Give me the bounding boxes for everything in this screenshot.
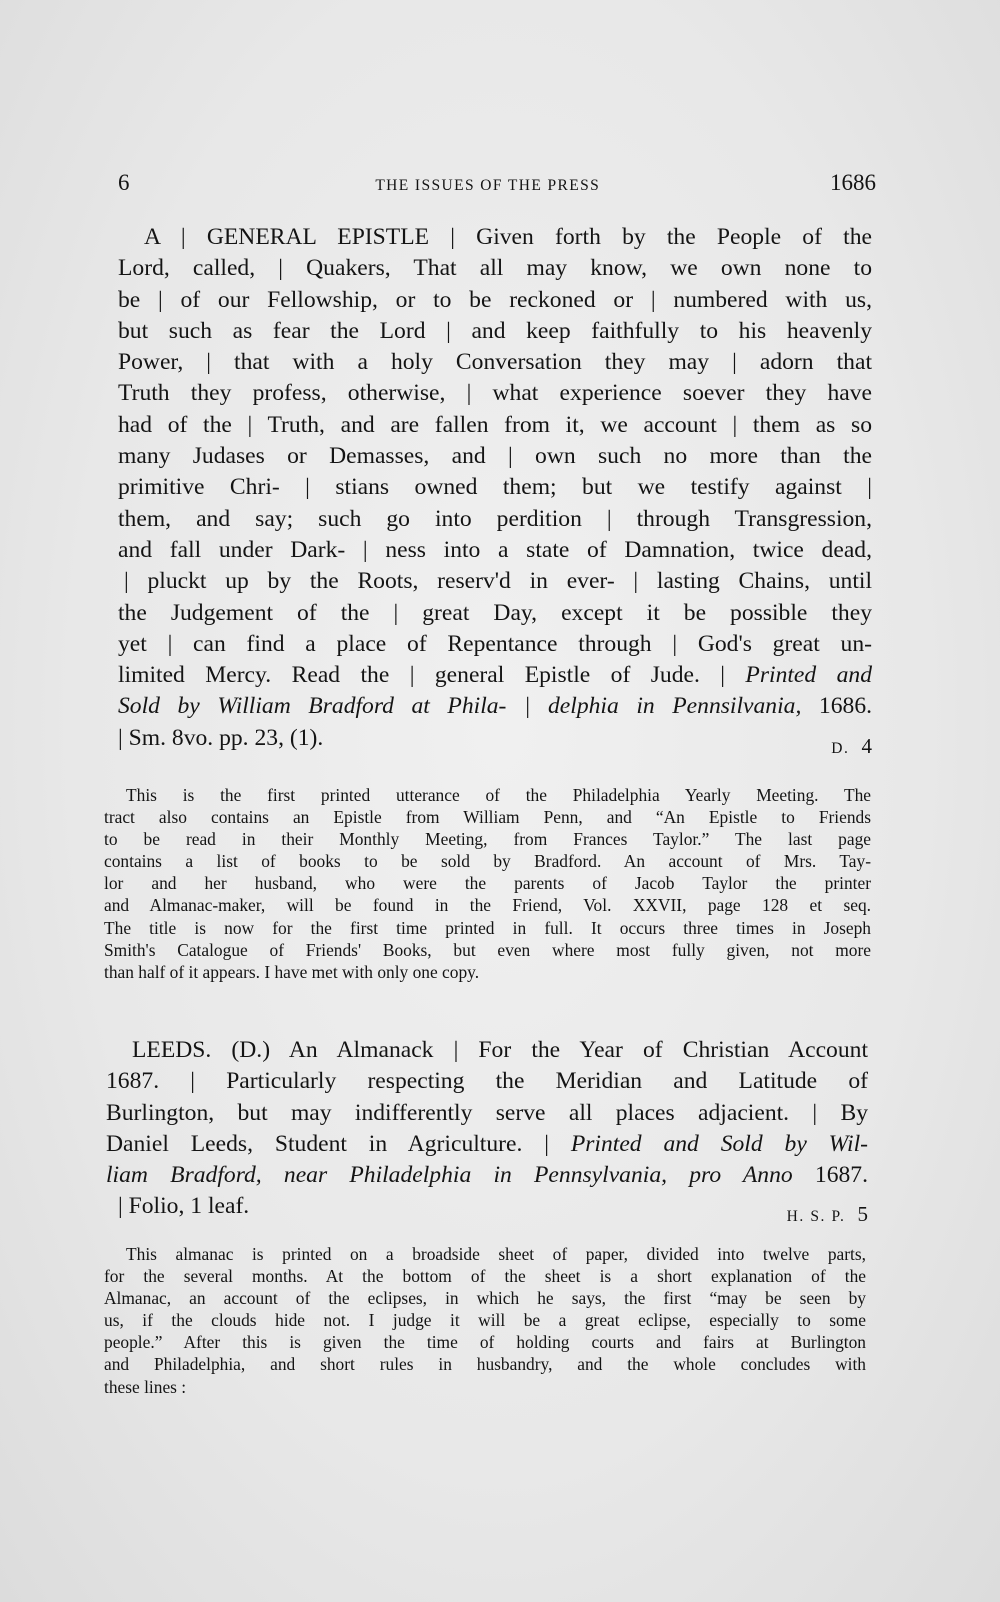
note-line: and Almanac-maker, will be found in the Friend, Vol. XXVII, page 128 et seq. [104,895,871,916]
location-code: H. S. P. [786,1208,846,1226]
note-line: us, if the clouds hide not. I judge it will be a great eclipse, especially to some [104,1310,866,1331]
entry-line: Burlington, but may indifferently serve all places adjacient. | By [106,1099,868,1126]
entry-text: Daniel Leeds, Student in Agriculture. | [106,1130,571,1157]
entry-line: | pluckt up by the Roots, reserv'd in ever- | lasting Chains, until [124,568,872,595]
note-line: Smith's Catalogue of Friends' Books, but even where most fully given, not more [104,939,871,960]
note-line: these lines : [104,1376,187,1397]
entry-imprint-italic: Printed and [745,662,872,689]
entry-line: Power, | that with a holy Conversation they may | adorn that [118,349,872,376]
note-line: than half of it appears. I have met with only one copy. [104,961,480,982]
entry-line: Truth they profess, otherwise, | what experience soever they have [118,380,872,407]
note-leeds-almanack [104,1243,866,1398]
entry-number: 4 [861,733,872,758]
entry-line: be | of our Fellowship, or to be reckoned or | numbered with us, [118,286,872,313]
note-line: for the several months. At the bottom of the sheet is a short explanation of the [104,1266,866,1287]
entry-line: but such as fear the Lord | and keep faithfully to his heavenly [118,317,872,344]
entry-line: and fall under Dark- | ness into a state of Damnation, twice dead, [118,536,872,563]
page-number: 6 [118,170,130,195]
entry-general-epistle [118,222,872,756]
entry-line: primitive Chri- | stians owned them; but we testify against | [118,474,872,501]
running-head-title: THE ISSUES OF THE PRESS [375,177,601,194]
entry-format: | Sm. 8vo. pp. 23, (1). [118,724,324,751]
entry-location [787,1199,868,1232]
entry-line: LEEDS. (D.) An Almanack | For the Year of Christian Account [132,1037,868,1063]
entry-leeds-almanack [106,1035,868,1225]
note-line: The title is now for the first time printed in full. It occurs three times in Joseph [104,917,871,938]
entry-text: limited Mercy. Read the | general Epistle of Jude. | [118,662,746,689]
running-head [118,170,876,202]
entry-imprint-italic: Printed and Sold by Wil- [570,1130,868,1157]
entry-location [831,731,872,764]
note-line: people.” After this is given the time of holding courts and fairs at Burlington [104,1332,866,1353]
entry-line: the Judgement of the | great Day, except it be possible they [118,599,872,626]
entry-imprint-italic: liam Bradford, near Philadelphia in Pennsylvania, pro Anno [106,1162,793,1189]
entry-year: 1687. [792,1162,868,1189]
entry-format: | Folio, 1 leaf. [118,1193,250,1220]
entry-format-line [118,723,872,756]
entry-line [106,1160,868,1191]
entry-line [106,1129,868,1160]
entry-imprint-italic: Sold by William Bradford at Phila- | delphia in Pennsilvania, [118,693,802,720]
note-line: to be read in their Monthly Meeting, from Frances Taylor.” The last page [104,829,871,850]
note-line: and Philadelphia, and short rules in husbandry, and the whole concludes with [104,1354,866,1375]
entry-line: yet | can find a place of Repentance through | God's great un- [118,630,872,657]
entry-line: many Judases or Demasses, and | own such no more than the [118,443,872,470]
note-line: This almanac is printed on a broadside sheet of paper, divided into twelve parts, [126,1244,866,1264]
note-line: tract also contains an Epistle from William Penn, and “An Epistle to Friends [104,807,871,828]
entry-line: Lord, called, | Quakers, That all may know, we own none to [118,255,872,282]
note-line: lor and her husband, who were the parents of Jacob Taylor the printer [104,873,871,894]
entry-line: 1687. | Particularly respecting the Meridian and Latitude of [106,1068,868,1095]
entry-line: A | GENERAL EPISTLE | Given forth by the People of the [144,224,872,250]
entry-number: 5 [857,1202,868,1227]
note-line: This is the first printed utterance of the Philadelphia Yearly Meeting. The [126,785,871,805]
entry-line: them, and say; such go into perdition | through Transgression, [118,505,872,532]
entry-line [118,660,872,691]
note-line: contains a list of books to be sold by Bradford. An account of Mrs. Tay- [104,851,871,872]
entry-line: had of the | Truth, and are fallen from it, we account | them as so [118,411,872,438]
note-line: Almanac, an account of the eclipses, in which he says, the first “may be seen by [104,1288,866,1309]
entry-line [118,691,872,722]
entry-year: 1686. [801,693,873,720]
note-general-epistle [104,784,871,983]
running-head-year: 1686 [829,170,876,195]
entry-format-line [106,1191,868,1227]
location-code: D. [831,739,850,757]
